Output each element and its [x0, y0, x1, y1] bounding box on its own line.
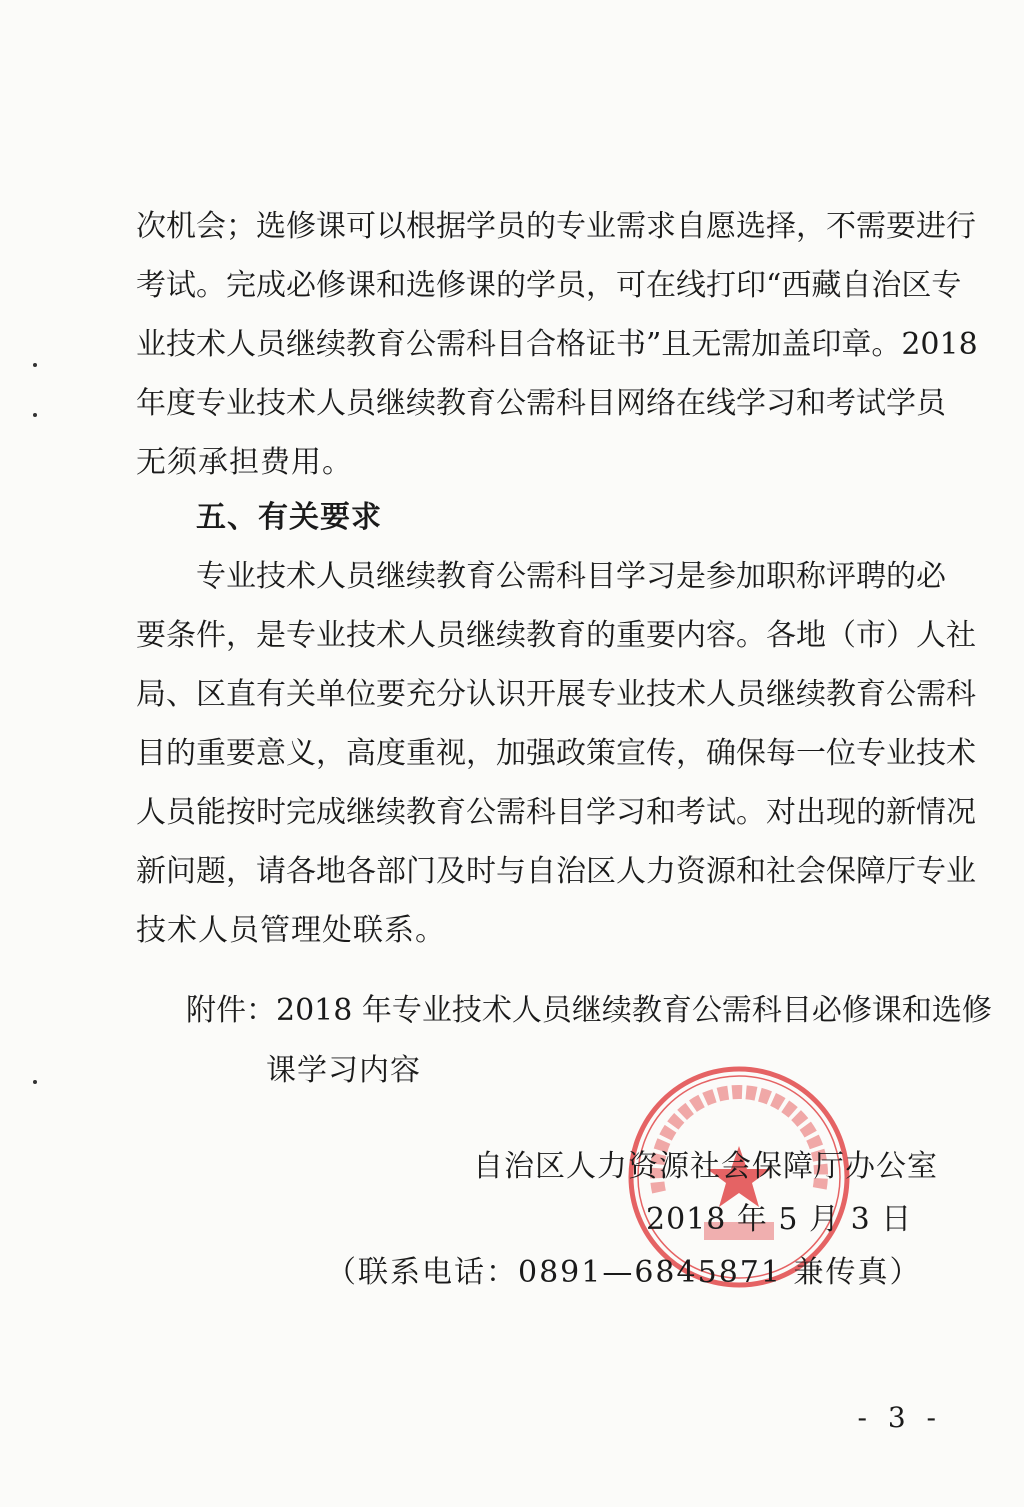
body-line: 局、区直有关单位要充分认识开展专业技术人员继续教育公需科	[136, 677, 976, 712]
page-number: - 3 -	[857, 1401, 942, 1434]
attachment-line: 课学习内容	[266, 1053, 421, 1088]
section-heading: 五、有关要求	[196, 500, 382, 535]
body-line: 人员能按时完成继续教育公需科目学习和考试。对出现的新情况	[136, 795, 976, 830]
body-line: 考试。完成必修课和选修课的学员，可在线打印“西藏自治区专	[136, 268, 962, 303]
body-line: 技术人员管理处联系。	[136, 913, 446, 948]
body-line: 次机会；选修课可以根据学员的专业需求自愿选择，不需要进行	[136, 209, 976, 244]
issue-date: 2018 年 5 月 3 日	[646, 1202, 913, 1237]
body-line: 新问题，请各地各部门及时与自治区人力资源和社会保障厅专业	[136, 854, 976, 889]
contact-phone: （联系电话：0891—6845871 兼传真）	[326, 1255, 922, 1290]
body-line: 专业技术人员继续教育公需科目学习是参加职称评聘的必	[196, 559, 946, 594]
body-line: 要条件，是专业技术人员继续教育的重要内容。各地（市）人社	[136, 618, 976, 653]
scan-dot	[33, 413, 37, 417]
issuer-name: 自治区人力资源社会保障厅办公室	[473, 1149, 938, 1184]
body-line: 无须承担费用。	[136, 445, 353, 480]
body-line: 目的重要意义，高度重视，加强政策宣传，确保每一位专业技术	[136, 736, 976, 771]
attachment-line: 附件：2018 年专业技术人员继续教育公需科目必修课和选修	[186, 993, 992, 1028]
body-line: 业技术人员继续教育公需科目合格证书”且无需加盖印章。2018	[136, 327, 978, 362]
scan-dot	[33, 1080, 37, 1084]
scan-dot	[33, 363, 37, 367]
body-line: 年度专业技术人员继续教育公需科目网络在线学习和考试学员	[136, 386, 946, 421]
